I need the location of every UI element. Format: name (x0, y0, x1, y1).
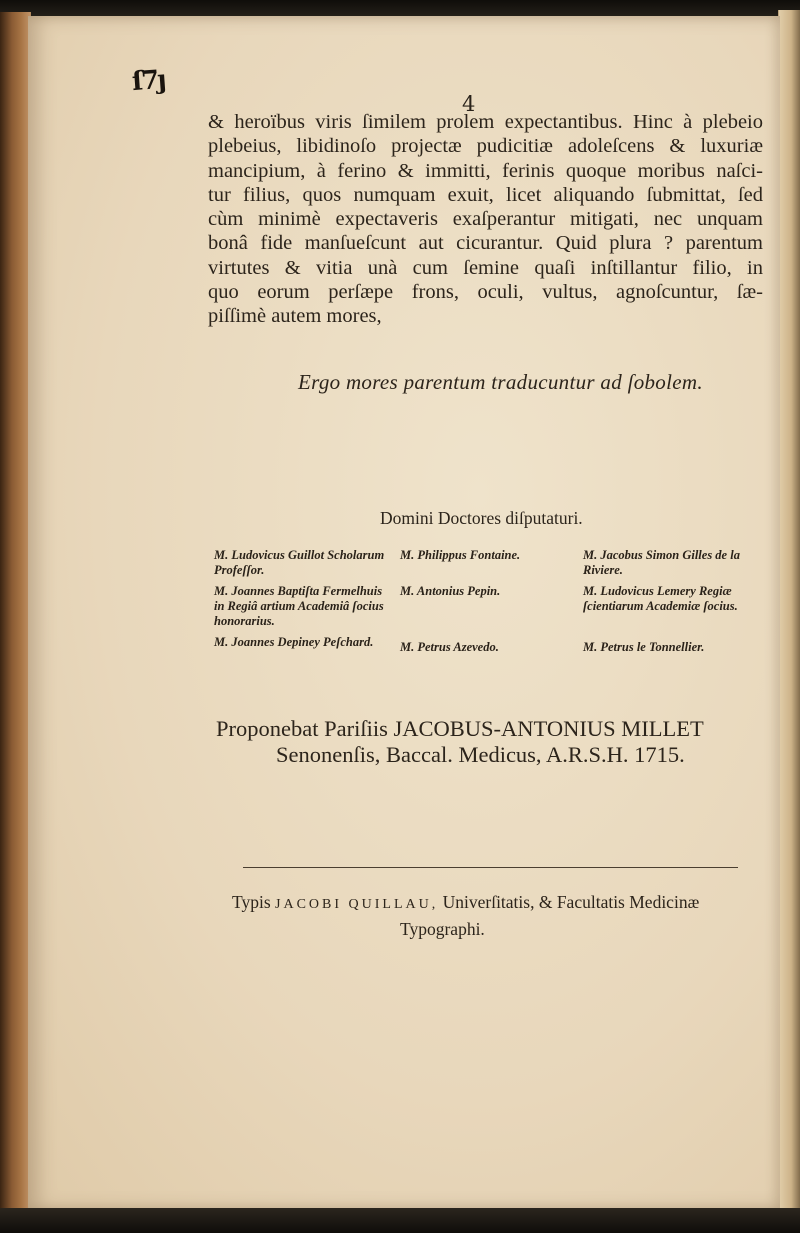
doctor-entry: M. Ludovicus Lemery Regiæ ſcientiarum Academiæ ſocius. (583, 584, 738, 613)
body-line: bonâ fide manſueſcunt aut cicurantur. Quid plura ? parentum (208, 232, 763, 255)
doctors-column-2 (400, 548, 560, 676)
body-line: piſſimè autem mores, (208, 305, 382, 328)
doctor-entry: M. Jacobus Simon Gilles de la Riviere. (583, 548, 740, 577)
printer-line-2: Typographi. (400, 919, 485, 939)
divider-rule (243, 867, 738, 868)
printer-suffix: Univerſitatis, & Facultatis Medicinæ (442, 892, 700, 912)
page-number: 4 (462, 92, 476, 116)
doctor-entry: M. Philippus Fontaine. (400, 548, 521, 562)
handwritten-folio-mark: ſ7ȷ (130, 64, 166, 98)
printer-imprint (232, 890, 780, 941)
doctor-entry: M. Antonius Pepin. (400, 584, 501, 598)
proponent-line-2: Senonenſis, Baccal. Medicus, A.R.S.H. 1715. (276, 742, 685, 767)
body-line: tur filius, quos numquam exuit, licet aliquando ſubmittat, ſed (208, 183, 763, 206)
body-line: cùm minimè expectaveris exaſperantur mitigati, nec unquam (208, 208, 763, 231)
page-fore-edge (778, 10, 800, 1210)
body-paragraph (208, 110, 763, 329)
body-line: mancipium, à ferino & immitti, ferinis quoque moribus naſci- (208, 159, 763, 182)
thesis-conclusion: Ergo mores parentum traducuntur ad ſobolem. (298, 370, 703, 394)
doctors-heading: Domini Doctores diſputaturi. (380, 508, 583, 528)
doctor-entry: M. Joannes Depiney Peſchard. (214, 635, 374, 649)
printer-prefix: Typis (232, 892, 271, 912)
proponent-statement (216, 716, 776, 768)
doctor-entry: M. Petrus Azevedo. (400, 640, 499, 654)
body-line: & heroïbus viris ſimilem prolem expectantibus. Hinc à plebeio (208, 111, 763, 133)
body-line: virtutes & vitia unà cum ſemine quaſi inſtillantur filio, in (208, 256, 763, 279)
proponent-line-1: Proponebat Pariſiis JACOBUS-ANTONIUS MILLET (216, 716, 704, 741)
doctor-entry: M. Ludovicus Guillot Scholarum Profeſſor. (214, 548, 385, 577)
body-line: quo eorum perſæpe frons, oculi, vultus, agnoſcuntur, ſæ- (208, 281, 763, 304)
book-spine-edge (0, 12, 31, 1212)
doctors-column-1 (214, 548, 390, 697)
body-line: plebeius, libidinoſo projectæ pudicitiæ adoleſcens & luxuriæ (208, 135, 763, 158)
scan-bottom-edge (0, 1208, 800, 1233)
doctor-entry: M. Petrus le Tonnellier. (583, 640, 705, 654)
doctor-entry: M. Joannes Baptiſta Fermelhuis in Regiâ artium Academiâ ſocius honorarius. (214, 584, 384, 628)
printer-line-1 (232, 890, 780, 917)
printer-name: JACOBI QUILLAU, (275, 897, 439, 912)
doctors-column-3 (583, 548, 773, 676)
